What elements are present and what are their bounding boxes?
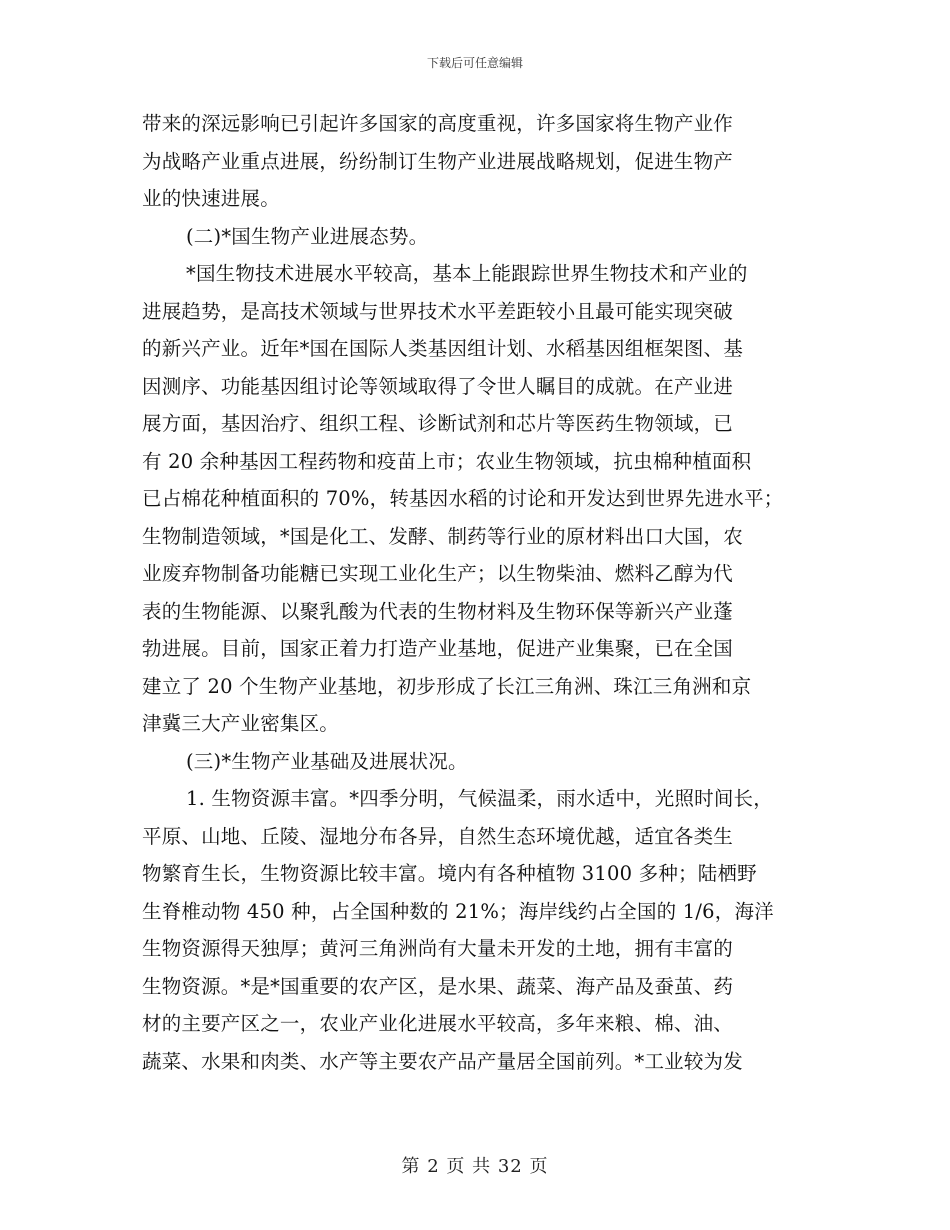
page-number: 第 2 页 共 32 页 (401, 1156, 549, 1177)
text-line: 建立了 20 个生物产业基地，初步形成了长江三角洲、珠江三角洲和京 (142, 674, 752, 698)
text-line: 津冀三大产业密集区。 (142, 712, 340, 735)
text-line: 表的生物能源、以聚乳酸为代表的生物材料及生物环保等新兴产业蓬 (142, 599, 734, 623)
text-line: 生脊椎动物 450 种，占全国种数的 21%；海岸线约占全国的 1/6，海洋 (142, 899, 774, 923)
text-line: 为战略产业重点进展，纷纷制订生物产业进展战略规划，促进生物产 (142, 149, 734, 173)
text-line: 生物制造领域，*国是化工、发酵、制药等行业的原材料出口大国，农 (142, 524, 743, 548)
text-line: 的新兴产业。近年*国在国际人类基因组计划、水稻基因组框架图、基 (142, 337, 743, 360)
paragraph-start: 1. 生物资源丰富。*四季分明，气候温柔，雨水适中，光照时间长， (186, 787, 773, 810)
text-line: 生物资源得天独厚；黄河三角洲尚有大量未开发的土地，拥有丰富的 (142, 937, 734, 960)
page-header: 下载后可任意编辑 (426, 56, 523, 70)
text-line: 因测序、功能基因组讨论等领域取得了令世人瞩目的成就。在产业进 (142, 374, 734, 398)
text-line: 业废弃物制备功能糖已实现工业化生产；以生物柴油、燃料乙醇为代 (142, 562, 734, 585)
text-line: 平原、山地、丘陵、湿地分布各异，自然生态环境优越，适宜各类生 (142, 824, 734, 848)
section-heading: (三)*生物产业基础及进展状况。 (186, 749, 468, 773)
document-body (142, 105, 822, 1080)
text-line: 蔬菜、水果和肉类、水产等主要农产品产量居全国前列。*工业较为发 (142, 1049, 743, 1073)
text-line: 业的快速进展。 (142, 187, 280, 210)
text-line: 进展趋势，是高技术领域与世界技术水平差距较小且最可能实现突破 (142, 299, 734, 323)
text-line: 有 20 余种基因工程药物和疫苗上市；农业生物领域，抗虫棉种植面积 (142, 449, 752, 473)
text-line: 物繁育生长，生物资源比较丰富。境内有各种植物 3100 多种；陆栖野 (142, 862, 757, 885)
text-line: 已占棉花种植面积的 70%，转基因水稻的讨论和开发达到世界先进水平； (142, 487, 784, 510)
text-line: 材的主要产区之一，农业产业化进展水平较高，多年来粮、棉、油、 (142, 1012, 734, 1035)
text-line: 展方面，基因治疗、组织工程、诊断试剂和芯片等医药生物领域，已 (142, 412, 734, 435)
text-line: 勃进展。目前，国家正着力打造产业基地，促进产业集聚，已在全国 (142, 637, 734, 660)
section-heading: (二)*国生物产业进展态势。 (186, 224, 429, 248)
paragraph-start: *国生物技术进展水平较高，基本上能跟踪世界生物技术和产业的 (186, 262, 748, 285)
text-line: 生物资源。*是*国重要的农产区，是水果、蔬菜、海产品及蚕茧、药 (142, 974, 734, 998)
text-line: 带来的深远影响已引起许多国家的高度重视，许多国家将生物产业作 (142, 112, 734, 135)
